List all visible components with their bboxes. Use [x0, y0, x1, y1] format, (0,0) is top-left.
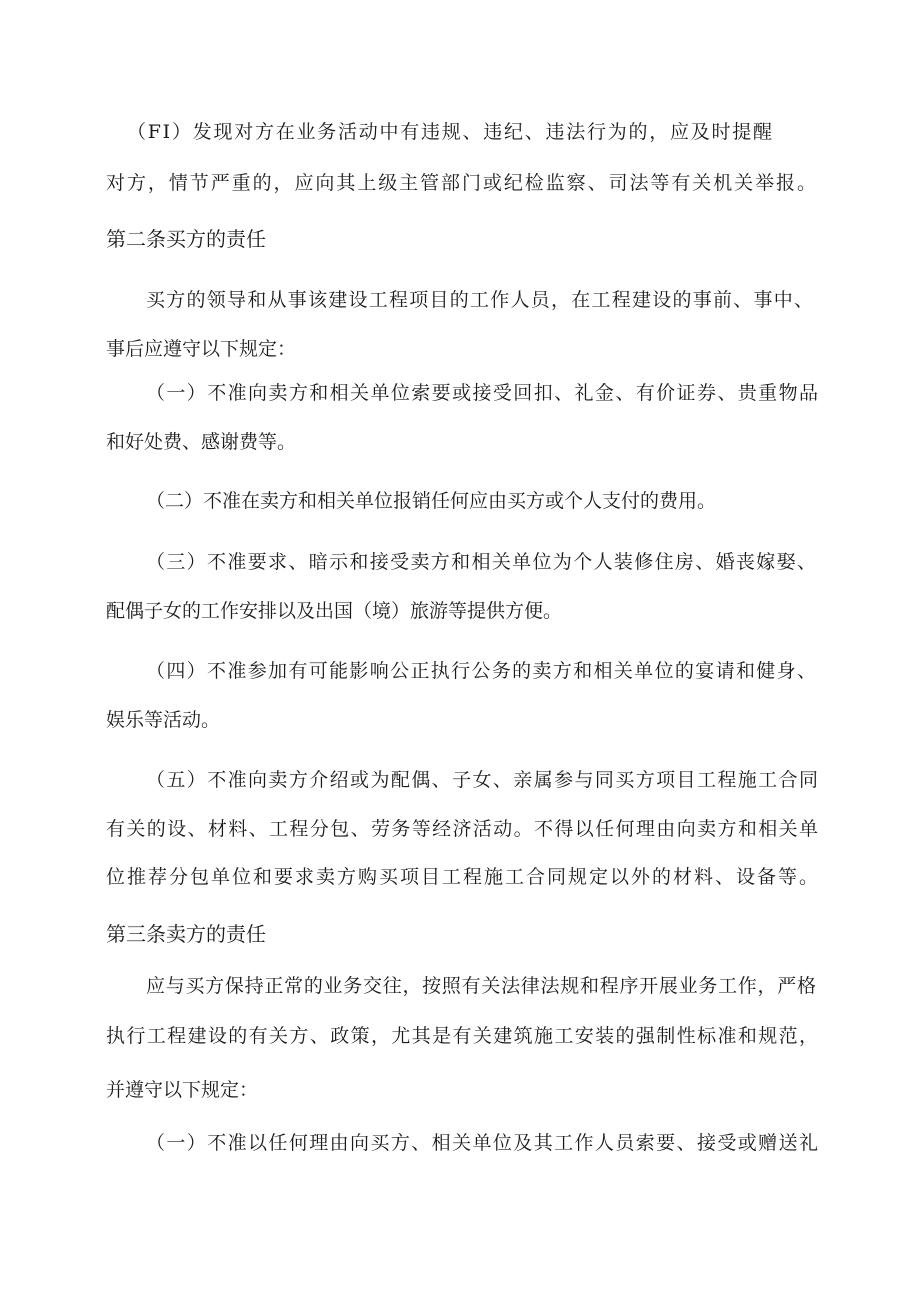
- paragraph-line: （二）不准在卖方和相关单位报销任何应由买方或个人支付的费用。: [146, 490, 717, 512]
- paragraph-line: （一）不准以任何理由向买方、相关单位及其工作人员索要、接受或赠送礼: [146, 1132, 820, 1154]
- paragraph-line: 对方，情节严重的，应向其上级主管部门或纪检监察、司法等有关机关举报。: [106, 172, 818, 194]
- section-heading: 第三条卖方的责任: [106, 922, 266, 946]
- paragraph-line: 买方的领导和从事该建设工程项目的工作人员，在工程建设的事前、事中、: [146, 289, 815, 311]
- paragraph-line: 娱乐等活动。: [106, 709, 221, 731]
- paragraph-line: （一）不准向卖方和相关单位索要或接受回扣、礼金、有价证券、贵重物品: [146, 382, 820, 404]
- paragraph-line: （四）不准参加有可能影响公正执行公务的卖方和相关单位的宴请和健身、: [146, 660, 818, 682]
- paragraph-line: （FI）发现对方在业务活动中有违规、违纪、违法行为的，应及时提醒: [127, 121, 774, 143]
- paragraph-line: 执行工程建设的有关方、政策，尤其是有关建筑施工安装的强制性标准和规范，: [106, 1025, 820, 1047]
- section-heading: 第二条买方的责任: [106, 227, 266, 251]
- paragraph-line: 有关的设、材料、工程分包、劳务等经济活动。不得以任何理由向卖方和相关单: [106, 818, 820, 840]
- paragraph-line: 配偶子女的工作安排以及出国（境）旅游等提供方便。: [106, 600, 563, 622]
- paragraph-line: （三）不准要求、暗示和接受卖方和相关单位为个人装修住房、婚丧嫁娶、: [146, 551, 818, 573]
- paragraph-line: 事后应遵守以下规定：: [106, 338, 297, 360]
- paragraph-line: 位推荐分包单位和要求卖方购买项目工程施工合同规定以外的材料、设备等。: [106, 866, 820, 888]
- paragraph-line: 和好处费、感谢费等。: [106, 431, 297, 453]
- paragraph-line: 并遵守以下规定：: [106, 1079, 259, 1101]
- paragraph-line: 应与买方保持正常的业务交往，按照有关法律法规和程序开展业务工作，严格: [146, 975, 817, 997]
- paragraph-line: （五）不准向卖方介绍或为配偶、子女、亲属参与同买方项目工程施工合同: [146, 769, 820, 791]
